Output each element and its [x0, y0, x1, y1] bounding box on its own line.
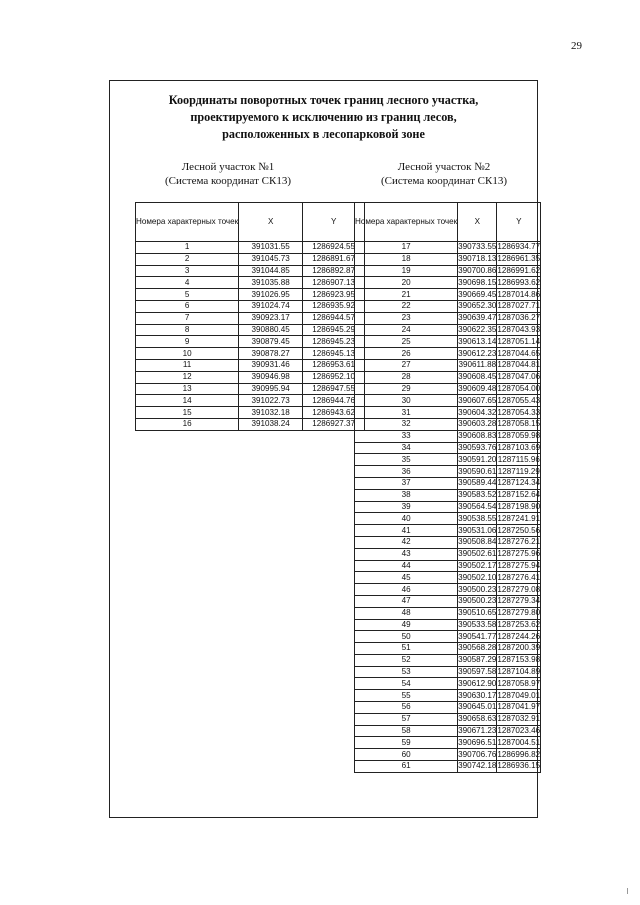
table-row: [136, 407, 365, 419]
x-coordinate-cell: 390671.23: [458, 726, 497, 736]
y-coordinate-cell: 1287103.69: [497, 442, 541, 452]
y-coordinate-cell: 1286993.62: [497, 277, 541, 287]
x-coordinate-cell: 391022.73: [239, 395, 303, 407]
y-coordinate-cell: 1286944.76: [303, 395, 365, 407]
y-coordinate-cell: 1287054.33: [497, 407, 541, 417]
x-coordinate-cell: 390590.61: [458, 466, 497, 476]
table-row: [355, 525, 541, 537]
y-coordinate-cell: 1286924.55: [303, 242, 365, 254]
point-number-cell: 17: [355, 242, 458, 254]
point-number-cell: 34: [355, 442, 458, 454]
table-row: [355, 442, 541, 454]
x-coordinate-cell: 390608.83: [458, 431, 497, 441]
document-frame: [109, 80, 541, 818]
y-coordinate-cell: 1286907.13: [303, 277, 365, 289]
point-number-cell: 1: [136, 242, 239, 254]
x-coordinate-cell: 390622.35: [458, 324, 497, 334]
y-coordinate-cell: 1287198.90: [497, 501, 541, 511]
table-row: [355, 407, 541, 419]
table-row: [355, 359, 541, 371]
title-line: расположенных в лесопарковой зоне: [222, 127, 425, 141]
point-number-cell: 61: [355, 761, 458, 773]
point-number-cell: 32: [355, 418, 458, 430]
point-number-cell: 59: [355, 737, 458, 749]
x-coordinate-cell: 391031.55: [239, 242, 303, 254]
point-number-cell: 51: [355, 643, 458, 655]
point-number-cell: 45: [355, 572, 458, 584]
x-coordinate-cell: 390508.84: [458, 537, 497, 547]
x-coordinate-cell: 390607.65: [458, 395, 497, 405]
x-coordinate-cell: 391024.74: [239, 300, 303, 312]
y-coordinate-cell: 1287124.34: [497, 478, 541, 488]
y-coordinate-cell: 1287004.51: [497, 737, 541, 747]
y-coordinate-cell: 1287275.94: [497, 560, 541, 570]
table-row: [355, 619, 541, 631]
point-number-cell: 60: [355, 749, 458, 761]
y-coordinate-cell: 1287055.43: [497, 395, 541, 405]
y-coordinate-cell: 1287044.81: [497, 360, 541, 370]
table-row: [355, 643, 541, 655]
table-row: [355, 265, 541, 277]
x-coordinate-cell: 390587.29: [458, 655, 497, 665]
point-number-cell: 53: [355, 666, 458, 678]
x-coordinate-cell: 390608.45: [458, 372, 497, 382]
x-coordinate-cell: 390700.86: [458, 265, 497, 275]
table-row: [355, 749, 541, 761]
x-coordinate-cell: 390946.98: [239, 371, 303, 383]
x-coordinate-cell: 390597.58: [458, 667, 497, 677]
x-coordinate-cell: 391032.18: [239, 407, 303, 419]
x-coordinate-cell: 391026.95: [239, 289, 303, 301]
x-coordinate-cell: 390698.15: [458, 277, 497, 287]
table-row: [355, 536, 541, 548]
y-coordinate-cell: 1287054.00: [497, 383, 541, 393]
point-number-cell: 52: [355, 654, 458, 666]
x-coordinate-cell: 390733.55: [458, 242, 497, 252]
y-coordinate-cell: 1287253.62: [497, 619, 541, 629]
point-number-cell: 13: [136, 383, 239, 395]
y-coordinate-cell: 1286934.77: [497, 242, 541, 252]
y-coordinate-cell: 1287275.96: [497, 549, 541, 559]
y-coordinate-cell: 1286952.10: [303, 371, 365, 383]
table-row: [355, 348, 541, 360]
table-row: [355, 395, 541, 407]
y-coordinate-cell: 1287119.29: [497, 466, 540, 476]
plot1-table-body: [136, 242, 365, 431]
table-row: [136, 348, 365, 360]
x-coordinate-cell: 390611.88: [458, 360, 497, 370]
y-coordinate-cell: 1287244.26: [497, 631, 541, 641]
x-coordinate-cell: 390564.54: [458, 501, 497, 511]
point-number-cell: 16: [136, 418, 239, 430]
x-coordinate-cell: 390500.23: [458, 596, 497, 606]
point-number-cell: 20: [355, 277, 458, 289]
table-row: [355, 713, 541, 725]
y-coordinate-cell: 1286944.57: [303, 312, 365, 324]
table-row: [355, 489, 541, 501]
table-row: [355, 253, 541, 265]
table-row: [355, 289, 541, 301]
x-coordinate-cell: 390931.46: [239, 359, 303, 371]
point-number-cell: 11: [136, 359, 239, 371]
table-row: [355, 666, 541, 678]
x-coordinate-cell: 390510.65: [458, 608, 497, 618]
table-row: [355, 761, 541, 773]
point-number-cell: 26: [355, 348, 458, 360]
point-number-cell: 10: [136, 348, 239, 360]
y-coordinate-cell: 1286953.61: [303, 359, 365, 371]
point-number-cell: 36: [355, 466, 458, 478]
x-coordinate-cell: 390593.76: [458, 442, 497, 452]
point-number-cell: 55: [355, 690, 458, 702]
table-row: [355, 631, 541, 643]
table-row: [136, 289, 365, 301]
x-coordinate-cell: 390718.13: [458, 254, 497, 264]
table-row: [355, 595, 541, 607]
table-row: [355, 477, 541, 489]
point-number-cell: 44: [355, 560, 458, 572]
table-header-row: [355, 203, 541, 242]
y-coordinate-cell: 1287023.46: [497, 726, 541, 736]
y-coordinate-cell: 1286947.55: [303, 383, 365, 395]
table-row: [136, 242, 365, 254]
table-row: [355, 466, 541, 478]
x-coordinate-cell: 390742.18: [458, 761, 497, 771]
y-coordinate-cell: 1287027.71: [497, 301, 541, 311]
y-coordinate-cell: 1287279.34: [497, 596, 541, 606]
y-coordinate-cell: 1287043.93: [497, 324, 541, 334]
document-title: [110, 92, 537, 143]
y-coordinate-cell: 1286943.62: [303, 407, 365, 419]
table-row: [355, 584, 541, 596]
x-coordinate-cell: 390612.90: [458, 678, 497, 688]
table-row: [136, 324, 365, 336]
table-row: [355, 548, 541, 560]
table-row: [136, 336, 365, 348]
point-number-cell: 54: [355, 678, 458, 690]
table-row: [136, 371, 365, 383]
x-coordinate-cell: 390531.06: [458, 525, 497, 535]
point-number-cell: 31: [355, 407, 458, 419]
point-number-cell: 3: [136, 265, 239, 277]
point-number-cell: 24: [355, 324, 458, 336]
table-row: [136, 265, 365, 277]
x-coordinate-cell: 390502.17: [458, 560, 497, 570]
table-row: [355, 454, 541, 466]
y-coordinate-cell: 1286996.82: [497, 749, 541, 759]
title-line: проектируемого к исключению из границ лесов,: [190, 110, 457, 124]
point-number-cell: 41: [355, 525, 458, 537]
x-coordinate-cell: 390500.23: [458, 584, 497, 594]
plot2-caption-system: (Система координат СК13): [381, 174, 507, 187]
y-coordinate-cell: 1287059.98: [497, 431, 541, 441]
x-coordinate-cell: 390612.23: [458, 348, 497, 358]
table-row: [355, 702, 541, 714]
y-coordinate-cell: 1286945.13: [303, 348, 365, 360]
table-row: [136, 395, 365, 407]
x-coordinate-cell: 390589.44: [458, 478, 497, 488]
y-coordinate-cell: 1287044.65: [497, 348, 541, 358]
x-coordinate-cell: 390658.63: [458, 714, 497, 724]
point-number-cell: 25: [355, 336, 458, 348]
x-coordinate-cell: 391045.73: [239, 253, 303, 265]
x-coordinate-cell: 390995.94: [239, 383, 303, 395]
x-coordinate-cell: 390533.58: [458, 619, 497, 629]
x-coordinate-cell: 390630.17: [458, 690, 497, 700]
y-coordinate-cell: 1287058.97: [497, 678, 541, 688]
x-coordinate-cell: 390613.14: [458, 336, 497, 346]
y-coordinate-cell: 1287032.91: [497, 714, 541, 724]
y-coordinate-cell: 1287200.39: [497, 643, 541, 653]
table-row: [355, 513, 541, 525]
y-coordinate-cell: 1286961.35: [497, 254, 541, 264]
table-row: [355, 690, 541, 702]
x-coordinate-cell: 391044.85: [239, 265, 303, 277]
x-coordinate-cell: 390591.20: [458, 454, 497, 464]
y-coordinate-cell: 1287279.08: [497, 584, 541, 594]
point-number-cell: 37: [355, 477, 458, 489]
x-coordinate-cell: 390603.28: [458, 419, 497, 429]
point-number-cell: 23: [355, 312, 458, 324]
header-point-number: Номера характерных точек: [355, 203, 458, 242]
table-row: [355, 737, 541, 749]
plot1-caption: [148, 161, 308, 188]
point-number-cell: 33: [355, 430, 458, 442]
table-row: [355, 572, 541, 584]
y-coordinate-cell: 1287153.98: [497, 655, 541, 665]
table-row: [355, 383, 541, 395]
table-row: [136, 312, 365, 324]
y-coordinate-cell: 1287279.80: [497, 608, 541, 618]
table-row: [355, 501, 541, 513]
table-row: [355, 300, 541, 312]
scan-mark: [627, 888, 628, 894]
point-number-cell: 15: [136, 407, 239, 419]
title-line: Координаты поворотных точек границ лесного участка,: [168, 93, 479, 107]
table-row: [355, 654, 541, 666]
point-number-cell: 43: [355, 548, 458, 560]
table-row: [136, 418, 365, 430]
point-number-cell: 42: [355, 536, 458, 548]
x-coordinate-cell: 391038.24: [239, 418, 303, 430]
x-coordinate-cell: 390639.47: [458, 313, 497, 323]
table-row: [355, 430, 541, 442]
table-row: [355, 607, 541, 619]
plot2-table-body: [355, 242, 541, 773]
plot1-caption-system: (Система координат СК13): [165, 174, 291, 187]
x-coordinate-cell: 390583.52: [458, 490, 497, 500]
point-number-cell: 49: [355, 619, 458, 631]
table-row: [355, 324, 541, 336]
point-number-cell: 58: [355, 725, 458, 737]
y-coordinate-cell: 1287047.06: [497, 372, 541, 382]
page-number: 29: [571, 40, 582, 52]
header-x: X: [458, 203, 497, 242]
y-coordinate-cell: 1287276.41: [497, 572, 541, 582]
table-row: [355, 277, 541, 289]
x-coordinate-cell: 390538.55: [458, 513, 497, 523]
point-number-cell: 9: [136, 336, 239, 348]
point-number-cell: 12: [136, 371, 239, 383]
header-x: X: [239, 203, 303, 242]
point-number-cell: 14: [136, 395, 239, 407]
y-coordinate-cell: 1287241.91: [497, 513, 541, 523]
point-number-cell: 48: [355, 607, 458, 619]
point-number-cell: 56: [355, 702, 458, 714]
point-number-cell: 40: [355, 513, 458, 525]
x-coordinate-cell: 390696.51: [458, 737, 497, 747]
x-coordinate-cell: 390541.77: [458, 631, 497, 641]
y-coordinate-cell: 1286927.37: [303, 418, 365, 430]
y-coordinate-cell: 1287115.96: [497, 454, 540, 464]
y-coordinate-cell: 1287276.21: [497, 537, 541, 547]
y-coordinate-cell: 1286891.67: [303, 253, 365, 265]
x-coordinate-cell: 390669.45: [458, 289, 497, 299]
y-coordinate-cell: 1286945.23: [303, 336, 365, 348]
point-number-cell: 8: [136, 324, 239, 336]
point-number-cell: 28: [355, 371, 458, 383]
header-point-number: Номера характерных точек: [136, 203, 239, 242]
plot1-coordinates-table: [135, 202, 365, 431]
point-number-cell: 5: [136, 289, 239, 301]
plot1-caption-name: Лесной участок №1: [181, 161, 275, 173]
point-number-cell: 38: [355, 489, 458, 501]
point-number-cell: 35: [355, 454, 458, 466]
point-number-cell: 46: [355, 584, 458, 596]
x-coordinate-cell: 390568.28: [458, 643, 497, 653]
point-number-cell: 57: [355, 713, 458, 725]
table-row: [355, 560, 541, 572]
x-coordinate-cell: 390502.61: [458, 549, 497, 559]
point-number-cell: 39: [355, 501, 458, 513]
x-coordinate-cell: 390652.30: [458, 301, 497, 311]
y-coordinate-cell: 1287041.97: [497, 702, 541, 712]
y-coordinate-cell: 1287058.15: [497, 419, 541, 429]
table-row: [355, 242, 541, 254]
point-number-cell: 27: [355, 359, 458, 371]
y-coordinate-cell: 1287250.56: [497, 525, 541, 535]
y-coordinate-cell: 1286991.62: [497, 265, 541, 275]
table-header-row: [136, 203, 365, 242]
table-row: [136, 300, 365, 312]
y-coordinate-cell: 1286935.92: [303, 300, 365, 312]
x-coordinate-cell: 390923.17: [239, 312, 303, 324]
table-row: [355, 336, 541, 348]
point-number-cell: 19: [355, 265, 458, 277]
point-number-cell: 22: [355, 300, 458, 312]
point-number-cell: 50: [355, 631, 458, 643]
x-coordinate-cell: 390706.76: [458, 749, 497, 759]
plot2-coordinates-table: [354, 202, 541, 773]
x-coordinate-cell: 391035.88: [239, 277, 303, 289]
x-coordinate-cell: 390609.48: [458, 383, 497, 393]
x-coordinate-cell: 390880.45: [239, 324, 303, 336]
table-row: [136, 277, 365, 289]
y-coordinate-cell: 1287014.86: [497, 289, 541, 299]
x-coordinate-cell: 390879.45: [239, 336, 303, 348]
x-coordinate-cell: 390604.32: [458, 407, 497, 417]
point-number-cell: 18: [355, 253, 458, 265]
table-row: [355, 418, 541, 430]
point-number-cell: 29: [355, 383, 458, 395]
x-coordinate-cell: 390502.10: [458, 572, 497, 582]
y-coordinate-cell: 1287104.89: [497, 667, 541, 677]
y-coordinate-cell: 1287049.01: [497, 690, 541, 700]
table-row: [136, 359, 365, 371]
table-row: [136, 383, 365, 395]
point-number-cell: 4: [136, 277, 239, 289]
y-coordinate-cell: 1286936.15: [497, 761, 541, 771]
y-coordinate-cell: 1286923.95: [303, 289, 365, 301]
y-coordinate-cell: 1286892.87: [303, 265, 365, 277]
y-coordinate-cell: 1286945.29: [303, 324, 365, 336]
x-coordinate-cell: 390878.27: [239, 348, 303, 360]
table-row: [355, 678, 541, 690]
header-y: Y: [497, 203, 541, 242]
header-y: Y: [303, 203, 365, 242]
table-row: [355, 725, 541, 737]
y-coordinate-cell: 1287036.27: [497, 313, 541, 323]
table-row: [355, 371, 541, 383]
point-number-cell: 2: [136, 253, 239, 265]
plot2-caption-name: Лесной участок №2: [397, 161, 491, 173]
point-number-cell: 6: [136, 300, 239, 312]
point-number-cell: 7: [136, 312, 239, 324]
point-number-cell: 47: [355, 595, 458, 607]
point-number-cell: 30: [355, 395, 458, 407]
y-coordinate-cell: 1287152.64: [497, 490, 541, 500]
x-coordinate-cell: 390645.01: [458, 702, 497, 712]
point-number-cell: 21: [355, 289, 458, 301]
table-row: [355, 312, 541, 324]
y-coordinate-cell: 1287051.14: [497, 336, 541, 346]
plot2-caption: [354, 161, 534, 188]
table-row: [136, 253, 365, 265]
